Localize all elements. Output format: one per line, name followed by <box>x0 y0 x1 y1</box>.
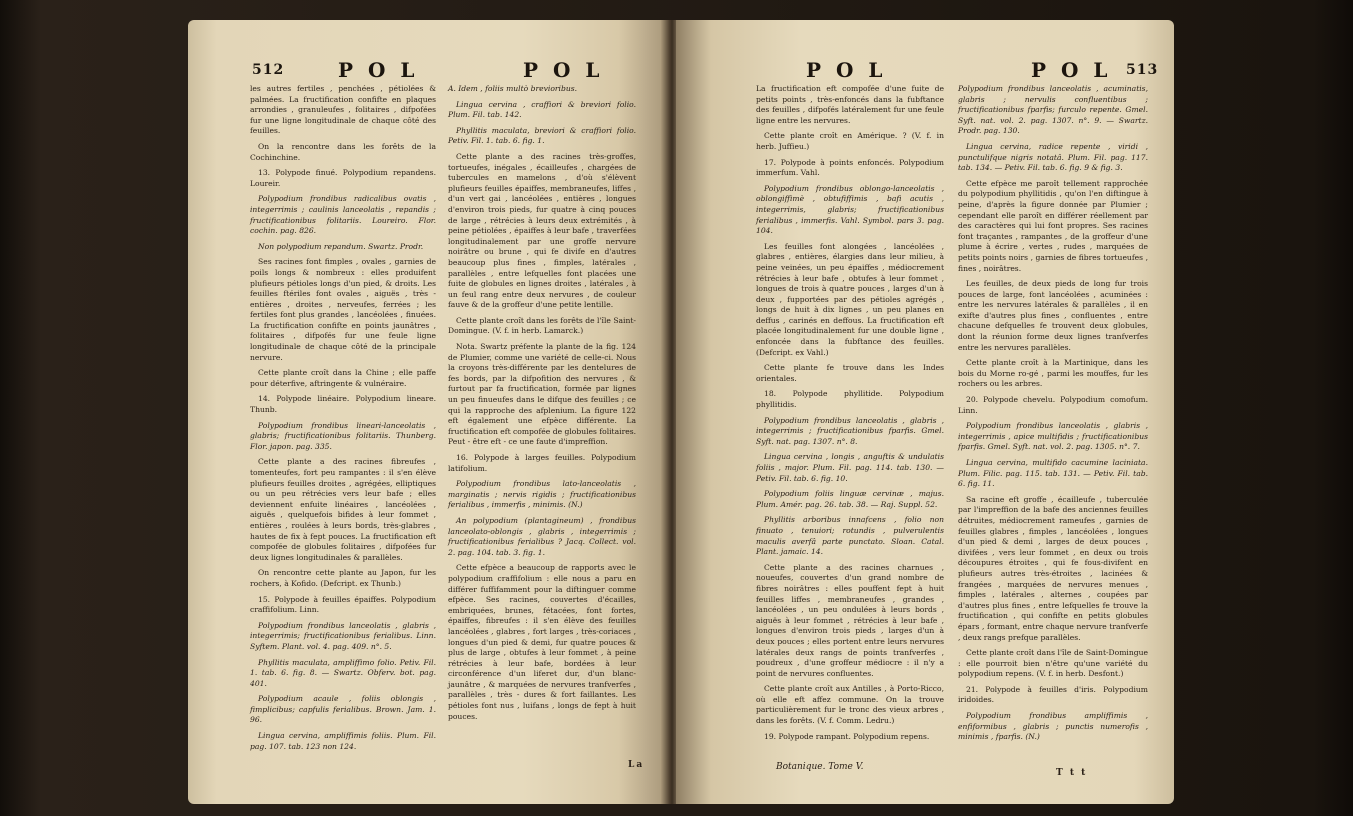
synonym: Polypodium foliis linguæ cervinæ , majus. Plum. Amér. pag. 26. tab. 38. — Raj. Suppl. 52. <box>756 489 944 509</box>
synonym: Non polypodium repandum. Swartz. Prodr. <box>258 241 424 251</box>
left-running-head-2: P O L <box>523 58 604 82</box>
left-page-column-1 <box>250 84 436 751</box>
text-paragraph: Cette plante croît dans la Chine ; elle paffe pour déterfive, aftringente & vulnéraire. <box>250 368 436 388</box>
entry-heading: 18. Polypode phyllitide. Polypodium phyllitidis. <box>756 389 944 410</box>
latin-diagnosis: Polypodium frondibus radicalibus ovatis , integerrimis ; caulinis lanceolatis , repandis ; fructificationibus folitariis. Loureiro. Flor. cochin. pag. 826. <box>250 194 436 236</box>
right-page <box>676 20 1174 804</box>
text-paragraph: Cette plante croît aux Antilles , à Porto-Ricco, où elle eft affez commune. On la trouve particulièrement fur le tronc des vieux arbres , dans les forêts. (V. f. Comm. Ledru.) <box>756 684 944 726</box>
right-running-head-1: P O L <box>806 58 887 82</box>
note-paragraph: Nota. Swartz préfente la plante de la fig. 124 de Plumier, comme une variété de celle-ci. Nous la croyons très-différente par les dentelures de fes bords, par la difpofition des nervures , & furtout par fa fructification, formée par lignes un peu finueufes dans le difque des feuilles ; ce qui la rapproche des afplenium. La figure 122 eft également une efpèce différente. La fructification eft compofée de globules folitaires. Peut - être eft - ce une faute d'impreffion. <box>448 342 637 447</box>
latin-diagnosis: Polypodium frondibus lineari-lanceolatis , glabris; fructificationibus folitariis. Thunberg. Flor. japon. pag. 335. <box>250 420 436 451</box>
volume-footer: Botanique. Tome V. <box>776 762 864 772</box>
latin-diagnosis: Polypodium frondibus lanceolatis , glabris , integerrimis ; fructificationibus fparfis. Gmel. Syft. nat. pag. 1307. n°. 8. <box>756 415 944 446</box>
catchword: La <box>628 760 645 770</box>
text-paragraph: Cette plante a des racines charnues , noueufes, couvertes d'un grand nombre de fibres noirâtres : elles pouffent fept à huit feuilles liffes , membraneufes , grandes , lancéolées , un peu ondulées à leurs bords , aiguës à leur fommet , rétrécies à leur bafe , longues d'environ trois pieds , larges d'un à deux pouces ; elles portent entre leurs nervures latérales deux rangs de points tranfverfes , poudreux , d'une groffeur médiocre : il n'y a point de nervures confluentes. <box>756 562 944 678</box>
left-page-column-2 <box>448 84 636 734</box>
variety: A. Idem , foliis multò brevioribus. <box>448 84 578 93</box>
text-paragraph: Cette plante croît dans les forêts de l'île Saint-Domingue. (V. f. in herb. Lamarck.) <box>448 315 636 336</box>
latin-diagnosis: Polypodium frondibus ampliffimis , enfiformibus , glabris ; punctis numerofis , minimis , fparfis. (N.) <box>958 711 1148 742</box>
entry-heading: 20. Polypode chevelu. Polypodium comofum. Linn. <box>958 395 1148 415</box>
text-paragraph: Cette plante a des racines fibreufes , tomenteufes, fort peu rampantes : il s'en élève plufieurs feuilles droites , agrégées, elliptiques ou un peu rétrécies vers leur bafe ; elles deviennent enfuite linéaires , lancéolées , aiguës , quelquefois bifides à leur fommet , entières , roulées à leurs bords, très-glabres , hautes de fix à fept pouces. La fructification eft compofée de globules folitaires , difpofées fur deux lignes longitudinales & parallèles. <box>250 457 436 562</box>
text-paragraph: La fructification eft compofée d'une fuite de petits points , très-enfoncés dans la fubftance des feuilles , difpofés latéralement fur une feule ligne entre les nervures. <box>756 84 944 125</box>
entry-heading: 17. Polypode à points enfoncés. Polypodium immerfum. Vahl. <box>756 157 944 178</box>
right-running-head-2: P O L <box>1031 58 1112 82</box>
latin-diagnosis: Polypodium frondibus lato-lanceolatis , marginatis ; nervis rigidis ; fructificationibus ferialibus , immerfis , minimis. (N.) <box>448 479 636 510</box>
text-paragraph: les autres fertiles , penchées , pétiolées & palmées. La fructification confifte en plaques arrondies , granuleufes , folitaires , difpofées fur une ligne longitudinale de chaque côté des feuilles. <box>250 84 436 136</box>
synonym: Lingua cervina, ampliffimis foliis. Plum. Fil. pag. 107. tab. 123 non 124. <box>250 731 436 751</box>
entry-heading: 13. Polypode finué. Polypodium repandens. Loureir. <box>250 168 436 188</box>
text-paragraph: Cette plante croît à la Martinique, dans les bois du Morne ro-gé , parmi les mouffes, fur les rochers ou les arbres. <box>958 358 1148 389</box>
text-paragraph: On la rencontre dans les forêts de la Cochinchine. <box>250 141 436 162</box>
synonym: Lingua cervina , longis , anguftis & undulatis foliis , major. Plum. Fil. pag. 114. tab. 130. — Petiv. Fil. tab. 6. fig. 10. <box>756 452 944 483</box>
left-running-head-1: P O L <box>338 58 419 82</box>
right-page-number: 513 <box>1126 62 1159 78</box>
entry-heading: 16. Polypode à larges feuilles. Polypodium latifolium. <box>448 453 636 473</box>
entry-heading: 21. Polypode à feuilles d'iris. Polypodium iridoides. <box>958 684 1148 705</box>
text-paragraph: Cette efpèce a beaucoup de rapports avec le polypodium craffifolium : elle nous a paru en différer fuffifamment pour la diftinguer comme efpèce. Ses racines, couvertes d'écailles, embriquées, brunes, fétacées, font fortes, épaiffes, fibreufes : il s'en élève des feuilles lancéolées , glabres , fort larges , très-coriaces , longues d'un pied & demi, fur quatre pouces & plus de large , obtufes à leur fommet , à peine rétrécies à leur bafe, bordées à leur circonférence d'un liferet dur, d'un blanc-jaunâtre , & marquées de nervures tranfverfes , parallèles , très - dures & fort faillantes. Les pétioles font nus , luifans , longs de fept à huit pouces. <box>448 563 636 721</box>
right-page-column-2 <box>958 84 1148 742</box>
synonym: Phyllitis maculata, breviori & craffiori folio. Petiv. Fil. 1. tab. 6. fig. 1. <box>448 125 636 146</box>
synonym: Lingua cervina, radice repente , viridi , punctulifque nigris notatâ. Plum. Fil. pag. 117. tab. 134. — Petiv. Fil. tab. 6. fig. 9 & fig. 3. <box>958 141 1148 173</box>
signature-mark: T t t <box>1056 768 1088 778</box>
right-page-column-1 <box>756 84 944 741</box>
text-paragraph: Cette plante fe trouve dans les Indes orientales. <box>756 363 944 383</box>
left-page <box>188 20 666 804</box>
synonym: Phyllitis maculata, ampliffimo folio. Petiv. Fil. 1. tab. 6. fig. 8. — Swartz. Obferv. bot. pag. 401. <box>250 657 436 688</box>
latin-diagnosis: Polypodium frondibus lanceolatis , glabris , integerrimis; fructificationibus ferialibus. Linn. Syftem. Plant. vol. 4. pag. 409. n°. 5. <box>250 620 436 651</box>
text-paragraph: Sa racine eft groffe , écailleufe , tuberculée par l'impreffion de la bafe des anciennes feuilles détruites, médiocrement rameufes , garnies de feuilles glabres , fimples , lancéolées , longues d'un pied & demi , larges de deux pouces , divifées , vers leur fommet , en deux ou trois découpures étroites , qui fe fous-divifent en plufieurs autres très-étroites , lacinées & frangées , marquées de nervures menues , fimples , latérales , alternes , coupées par d'autres plus fines , entre lefquelles fe trouve la fructification , qui confifte en petits globules épars , formant, entre chaque nervure tranfverfe , deux rangs prefque parallèles. <box>958 494 1148 642</box>
text-paragraph: Cette efpèce me paroît tellement rapprochée du polypodium phyllitidis , qu'on l'en diftingue à peine, d'après la figure donnée par Plumier ; cependant elle paroît en différer réellement par des caractères qui lui font propres. Ses racines font traçantes , rampantes , de la groffeur d'une plume à écrire , vertes , rudes , marquées de petits points noirs , garnies de fibres tortueufes , fines , noirâtres. <box>958 178 1148 273</box>
text-paragraph: Cette plante croît dans l'île de Saint-Domingue : elle pourroit bien n'être qu'une variété du polypodium repens. (V. f. in herb. Desfont.) <box>958 648 1148 679</box>
synonym: Lingua cervina , craffiori & breviori folio. Plum. Fil. tab. 142. <box>448 99 636 120</box>
entry-heading: 19. Polypode rampant. Polypodium repens. <box>764 731 930 741</box>
synonym: Lingua cervina, multifido cacumine laciniata. Plum. Filic. pag. 115. tab. 131. — Petiv. Fil. tab. 6. fig. 11. <box>958 458 1148 489</box>
entry-heading: 15. Polypode à feuilles épaiffes. Polypodium craffifolium. Linn. <box>250 594 436 615</box>
text-paragraph: Ses racines font fimples , ovales , garnies de poils longs & nombreux : elles produifent plufieurs pétioles longs d'un pied, & droits. Les feuilles ftériles font ovales , aiguës , très - entières , droites , nerveufes, ferrées ; les fertiles font plus grandes , lancéolées , finuées. La fructification confifte en points jaunâtres , folitaires , difpofés fur une feule ligne longitudinale de chaque côté de la principale nervure. <box>250 257 436 362</box>
latin-diagnosis: Polypodium frondibus lanceolatis , acuminatis, glabris ; nervulis confluentibus ; fructificationibus fparfis; furculo repente. Gmel. Syft. nat. vol. 2. pag. 1307. n°. 9. — Swartz. Prodr. pag. 130. <box>958 84 1148 136</box>
latin-diagnosis: Polypodium frondibus oblongo-lanceolatis , oblongiffimè , obtufiffimis , bafi acutis , integerrimis, glabris; fructificationibus ferialibus , immerfis. Vahl. Symbol. pars 3. pag. 104. <box>756 183 944 236</box>
latin-diagnosis: Polypodium frondibus lanceolatis , glabris , integerrimis , apice multifidis ; fructificationibus fparfis. Gmel. Syft. nat. vol. 2. pag. 1305. n°. 7. <box>958 421 1148 452</box>
text-paragraph: Les feuilles font alongées , lancéolées , glabres , entières, élargies dans leur milieu, à peine veinées, un peu épaiffes , médiocrement rétrécies à leur bafe , obtufes à leur fommet , longues de trois à quatre pouces , larges d'un à deux , fupportées par des pétioles agrégés , longs de huit à dix lignes , un peu planes en deffus , carinés en deffous. La fructification eft placée longitudinalement fur une double ligne , enfoncée dans la fubftance des feuilles. (Defcript. ex Vahl.) <box>756 241 944 357</box>
synonym: Polypodium acaule , foliis oblongis , fimplicibus; capfulis ferialibus. Brown. Jam. 1. 96. <box>250 694 436 725</box>
text-paragraph: Cette plante a des racines très-groffes, tortueufes, inégales , écailleufes , chargées de tubercules en mamelons , d'où s'élèvent plufieurs feuilles épaiffes, membraneufes, liffes , d'un vert gai , lancéolées , entières , longues d'environ trois pieds, fur quatre à cinq pouces de large , rétrécies à leurs deux extrémités , à peine pétiolées , épaiffes à leur bafe , traverfées longitudinalement par une groffe nervure noirâtre ou brune , qui fe divife en d'autres beaucoup plus fines , fimples, latérales , parallèles , entre lefquelles font placées une fuite de globules en lignes droites , latérales , à un feul rang entre deux nervures , de couleur fauve & de la groffeur d'une petite lentille. <box>448 151 636 310</box>
entry-heading: 14. Polypode linéaire. Polypodium lineare. Thunb. <box>250 394 436 415</box>
text-paragraph: Les feuilles, de deux pieds de long fur trois pouces de large, font lancéolées , acuminées : entre les nervures latérales & parallèles , il en exifte d'autres plus fines , confluentes , entre chacune defquelles fe trouvent deux globules, dont la réunion forme deux lignes tranfverfes entre les nervures parallèles. <box>958 279 1148 352</box>
synonym: An polypodium (plantagineum) , frondibus lanceolato-oblongis , glabris , integerrimis ; fructificationibus ferialibus ? Jacq. Collect. vol. 2. pag. 104. tab. 3. fig. 1. <box>448 515 636 557</box>
text-paragraph: Cette plante croît en Amérique. ? (V. f. in herb. Juffieu.) <box>756 131 944 151</box>
text-paragraph: On rencontre cette plante au Japon, fur les rochers, à Kofido. (Defcript. ex Thunb.) <box>250 568 436 588</box>
left-page-number: 512 <box>252 62 285 78</box>
synonym: Phyllitis arboribus innafcens , folio non finuato , tenuiori; rotundis , pulverulentis maculis averfâ parte punctato. Sloan. Catal. Plant. jamaic. 14. <box>756 515 944 557</box>
